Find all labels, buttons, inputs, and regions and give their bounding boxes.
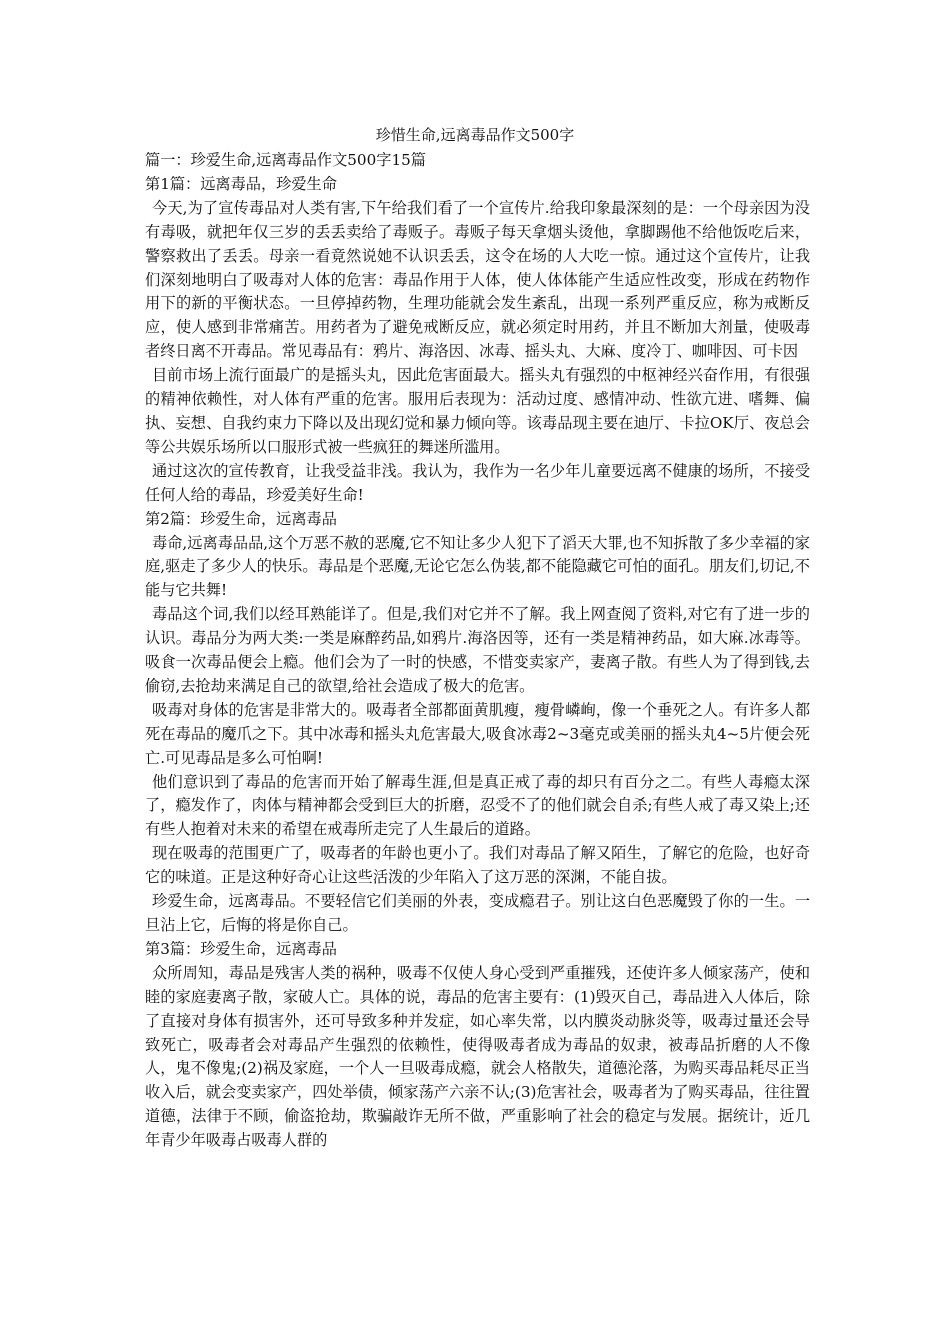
paragraph: 珍爱生命，远离毒品。不要轻信它们美丽的外表，变成瘾君子。别让这白色恶魔毁了你的一生。一旦沾上它，后悔的将是你自己。	[145, 892, 810, 934]
section-heading-2: 第2篇：珍爱生命，远离毒品	[145, 509, 337, 528]
paragraph: 众所周知，毒品是残害人类的祸种，吸毒不仅使人身心受到严重摧残，还使许多人倾家荡产，使和睦的家庭妻离子散，家破人亡。具体的说，毒品的危害主要有：(1)毁灭自己，毒品进入人体后，除了直接对身体有损害外，还可导致多种并发症，如心率失常，以内膜炎动脉炎等，吸毒过量还会导致死亡，吸毒者会对毒品产生强烈的依赖性，使得吸毒者成为毒品的奴隶，被毒品折磨的人不像人，鬼不像鬼;(2)祸及家庭，一个人一旦吸毒成瘾，就会人格散失，道德沦落，为购买毒品耗尽正当收入后，就会变卖家产，四处举债，倾家荡产六亲不认;(3)危害社会，吸毒者为了购买毒品，往往置道德，法律于不顾，偷盗抢劫，欺骗敲诈无所不做，严重影响了社会的稳定与发展。据统计，近几年青少年吸毒占吸毒人群的	[145, 963, 810, 1150]
article-heading: 篇一：珍爱生命,远离毒品作文500字15篇	[145, 151, 426, 169]
paragraph: 目前市场上流行面最广的是摇头丸，因此危害面最大。摇头丸有强烈的中枢神经兴奋作用，有很强的精神依赖性，对人体有严重的危害。服用后表现为：活动过度、感情冲动、性欲亢进、嗜舞、偏执、妄想、自我约束力下降以及出现幻觉和暴力倾向等。该毒品现主要在迪厅、卡拉OK厅、夜总会等公共娱乐场所以口服形式被一些疯狂的舞迷所滥用。	[145, 366, 810, 456]
document-body	[145, 149, 810, 1153]
paragraph: 他们意识到了毒品的危害而开始了解毒生涯,但是真正戒了毒的却只有百分之二。有些人毒瘾太深了，瘾发作了，肉体与精神都会受到巨大的折磨，忍受不了的他们就会自杀;有些人戒了毒又染上;还有些人抱着对未来的希望在戒毒所走完了人生最后的道路。	[145, 772, 810, 839]
paragraph: 毒品这个词,我们以经耳熟能详了。但是,我们对它并不了解。我上网查阅了资料,对它有了进一步的认识。毒品分为两大类:一类是麻醉药品,如鸦片.海洛因等，还有一类是精神药品，如大麻.冰毒等。吸食一次毒品便会上瘾。他们会为了一时的快感，不惜变卖家产，妻离子散。有些人为了得到钱,去偷窃,去抢劫来满足自己的欲望,给社会造成了极大的危害。	[145, 605, 810, 695]
section-heading-1: 第1篇：远离毒品，珍爱生命	[145, 174, 337, 193]
paragraph: 现在吸毒的范围更广了，吸毒者的年龄也更小了。我们对毒品了解又陌生，了解它的危险，也好奇它的味道。正是这种好奇心让这些活泼的少年陷入了这万恶的深渊，不能自拔。	[145, 844, 810, 887]
paragraph: 通过这次的宣传教育，让我受益非浅。我认为，我作为一名少年儿童要远离不健康的场所，不接受任何人给的毒品，珍爱美好生命!	[145, 461, 810, 504]
paragraph: 毒命,远离毒品品,这个万恶不赦的恶魔,它不知让多少人犯下了滔天大罪,也不知拆散了多少幸福的家庭,驱走了多少人的快乐。毒品是个恶魔,无论它怎么伪装,都不能隐藏它可怕的面孔。朋友们,切记,不能与它共舞!	[145, 533, 810, 600]
document-title: 珍惜生命,远离毒品作文500字	[375, 126, 575, 144]
section-heading-3: 第3篇：珍爱生命，远离毒品	[145, 939, 337, 958]
paragraph: 吸毒对身体的危害是非常大的。吸毒者全部都面黄肌瘦，瘦骨嶙峋，像一个垂死之人。有许多人都死在毒品的魔爪之下。其中冰毒和摇头丸危害最大,吸食冰毒2~3毫克或美丽的摇头丸4~5片便会死亡.可见毒品是多么可怕啊!	[145, 700, 810, 767]
paragraph: 今天,为了宣传毒品对人类有害,下午给我们看了一个宣传片.给我印象最深刻的是：一个母亲因为没有毒吸，就把年仅三岁的丢丢卖给了毒贩子。毒贩子每天拿烟头烫他，拿脚踢他不给他饭吃后来，警察救出了丢丢。母亲一看竟然说她不认识丢丢，这令在场的人大吃一惊。通过这个宣传片，让我们深刻地明白了吸毒对人体的危害：毒品作用于人体，使人体体能产生适应性改变，形成在药物作用下的新的平衡状态。一旦停掉药物，生理功能就会发生紊乱，出现一系列严重反应，称为戒断反应，使人感到非常痛苦。用药者为了避免戒断反应，就必须定时用药，并且不断加大剂量，使吸毒者终日离不开毒品。常见毒品有：鸦片、海洛因、冰毒、摇头丸、大麻、度冷丁、咖啡因、可卡因	[145, 198, 810, 361]
